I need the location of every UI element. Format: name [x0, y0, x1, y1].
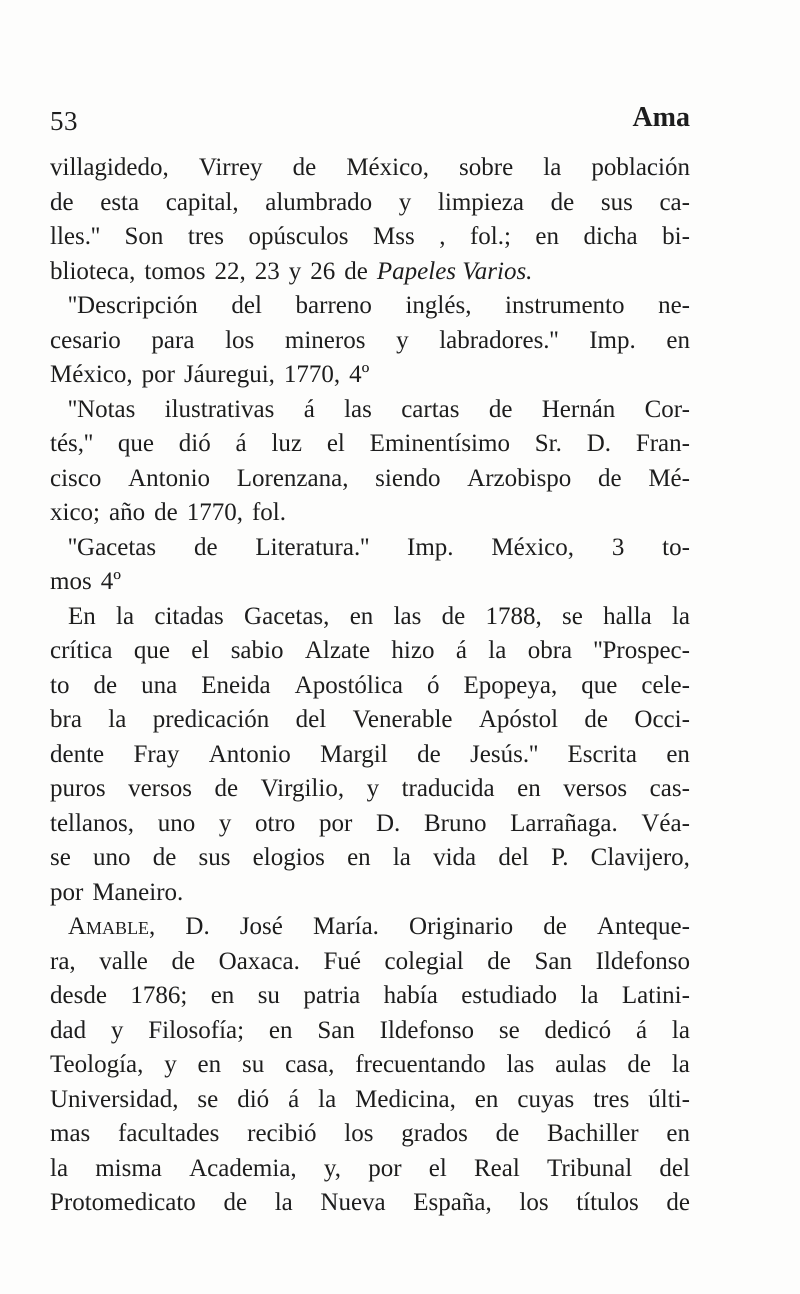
- word: de: [344, 257, 368, 285]
- word: las: [344, 395, 372, 423]
- word: en: [517, 775, 541, 802]
- word: D.: [375, 809, 401, 837]
- word: Epopeya,: [463, 671, 558, 699]
- word: facultades: [118, 1120, 220, 1147]
- word: limpieza: [437, 188, 524, 216]
- word: labradores.'': [439, 326, 559, 354]
- text-line: [50, 703, 690, 738]
- word: instrumento: [505, 292, 625, 319]
- word: to: [50, 671, 70, 699]
- word: de: [584, 706, 609, 733]
- word: uno: [93, 844, 131, 871]
- text-line: [50, 151, 690, 186]
- word: 23: [254, 257, 280, 285]
- word: dedicó: [544, 1016, 612, 1044]
- word: villagidedo,: [50, 154, 169, 181]
- word: ''Gacetas: [68, 533, 157, 561]
- word: la: [108, 706, 127, 733]
- word: la: [671, 602, 690, 630]
- word: xico;: [50, 499, 100, 526]
- text-line: [50, 358, 690, 393]
- word: Ildefonso: [379, 1016, 475, 1044]
- text-line: [50, 979, 690, 1014]
- word: mineros: [284, 326, 366, 354]
- text-line: [50, 427, 690, 462]
- text-line: [50, 324, 690, 359]
- word: Apostólica: [294, 671, 403, 699]
- word: ó: [427, 671, 440, 699]
- running-head: [50, 102, 690, 146]
- word: uno: [157, 809, 196, 837]
- word: la: [543, 154, 562, 181]
- word: 4º: [349, 361, 370, 388]
- text-line: [50, 186, 690, 221]
- word: de: [495, 1120, 520, 1147]
- text-line: [50, 1048, 690, 1083]
- word: lles.'': [50, 223, 100, 250]
- word: una: [141, 671, 178, 699]
- word: para: [151, 326, 195, 354]
- running-head-word: Ama: [632, 102, 690, 133]
- text-line: [50, 807, 690, 842]
- word: en: [347, 844, 371, 871]
- word: en: [666, 326, 690, 354]
- word: D.: [185, 913, 210, 940]
- word: sobre: [459, 154, 514, 181]
- word: Sr.: [534, 430, 562, 457]
- word: Occi-: [634, 706, 690, 733]
- word: la: [392, 844, 411, 871]
- word: Universidad,: [50, 1085, 179, 1113]
- word: dad: [50, 1016, 87, 1044]
- word: D.: [586, 430, 611, 457]
- text-line: [50, 289, 690, 324]
- word: de: [223, 1189, 248, 1216]
- word: Teología,: [50, 1051, 144, 1078]
- text-line: [50, 910, 690, 945]
- text-line: [50, 565, 690, 600]
- word: del: [295, 706, 327, 733]
- text-line: [50, 738, 690, 773]
- word: ,: [439, 223, 446, 250]
- word: San: [317, 1016, 355, 1044]
- word: su: [257, 982, 280, 1009]
- word: del: [498, 844, 529, 871]
- text-line: [50, 945, 690, 980]
- word: siendo: [375, 464, 441, 492]
- word: Filosofía;: [148, 1016, 245, 1044]
- word: de: [193, 533, 218, 561]
- word: Medicina,: [355, 1085, 456, 1113]
- word: de: [50, 188, 74, 216]
- word: cas-: [649, 775, 690, 802]
- word: Margil: [320, 740, 388, 768]
- word: de: [152, 844, 177, 871]
- word: Fué: [323, 947, 361, 975]
- word: por: [50, 878, 84, 906]
- word: de: [171, 947, 196, 975]
- word: en: [210, 982, 235, 1009]
- word: la: [580, 982, 599, 1009]
- page-number: 53: [50, 106, 78, 136]
- word: sus: [600, 188, 633, 216]
- word: Oaxaca.: [218, 947, 300, 975]
- word: Bruno: [423, 809, 487, 837]
- word: las: [393, 602, 422, 630]
- word: España,: [413, 1189, 492, 1216]
- word: la: [274, 1189, 293, 1216]
- word: estudiado: [461, 982, 558, 1009]
- word: población: [591, 154, 690, 181]
- text-line: [50, 1117, 690, 1152]
- word: y: [366, 775, 380, 802]
- word: Cor-: [644, 395, 690, 423]
- word: esta: [100, 188, 140, 216]
- word: Academia,: [189, 1154, 297, 1182]
- word: barreno: [295, 292, 372, 319]
- text-line: [50, 1014, 690, 1049]
- word: y: [110, 1016, 124, 1044]
- word: cisco: [50, 464, 102, 492]
- word: sabio: [230, 637, 284, 664]
- word: San: [534, 947, 572, 975]
- word: casa,: [285, 1051, 335, 1078]
- text-line: [50, 496, 690, 531]
- word: de: [417, 740, 441, 768]
- word: Literatura.'': [255, 533, 370, 561]
- word: en: [349, 602, 374, 630]
- word: patria: [303, 982, 361, 1009]
- word: Eneida: [201, 671, 271, 699]
- word: del: [659, 1154, 690, 1182]
- word: sus: [198, 844, 231, 871]
- word: fol.;: [469, 223, 511, 250]
- word: mos: [50, 568, 92, 595]
- word: 1770,: [186, 499, 243, 526]
- word: cartas: [401, 395, 460, 423]
- word: de: [292, 154, 317, 181]
- word: de: [543, 913, 567, 940]
- word: alumbrado: [265, 188, 373, 216]
- word: Larrañaga.: [510, 809, 618, 837]
- word: se: [197, 1085, 219, 1113]
- word: dicha: [583, 223, 638, 250]
- word: puros: [50, 775, 106, 802]
- word: P.: [551, 844, 569, 871]
- word: 1786;: [130, 982, 188, 1009]
- word: opúsculos: [248, 223, 349, 250]
- word: Apóstol: [478, 706, 559, 733]
- word: Papeles Varios.: [376, 257, 533, 285]
- word: frecuentando: [355, 1051, 486, 1078]
- word: citadas: [154, 602, 224, 630]
- word: México,: [346, 154, 429, 181]
- word: la: [488, 637, 507, 664]
- text-line: [50, 255, 690, 290]
- word: el: [326, 430, 345, 457]
- text-line: [50, 531, 690, 566]
- word: que: [581, 671, 618, 699]
- word: y: [288, 257, 302, 285]
- word: Virgilio,: [260, 775, 345, 802]
- word: Hernán: [541, 395, 616, 423]
- word: Arzobispo: [467, 464, 572, 492]
- word: la: [671, 1051, 690, 1078]
- word: á: [635, 1016, 648, 1044]
- word: 4º: [100, 568, 121, 595]
- word: Véa-: [641, 809, 690, 837]
- text-line: [50, 393, 690, 428]
- word: su: [242, 1051, 265, 1078]
- word: los: [519, 1189, 549, 1216]
- word: títulos: [576, 1189, 639, 1216]
- word: Venerable: [352, 706, 453, 733]
- word: mas: [50, 1120, 91, 1147]
- word: Fray: [133, 740, 180, 768]
- word: á: [235, 430, 247, 457]
- word: de: [550, 188, 575, 216]
- word: hizo: [391, 637, 435, 664]
- word: y: [398, 188, 412, 216]
- word: había: [383, 982, 438, 1009]
- word: Escrita: [567, 740, 637, 768]
- word: tés,'': [50, 430, 94, 457]
- text-line: [50, 600, 690, 635]
- text-line: [50, 876, 690, 911]
- word: vida: [433, 844, 477, 871]
- word: Lorenzana,: [236, 464, 349, 492]
- word: Protomedicato: [50, 1189, 196, 1216]
- word: fol.: [251, 499, 286, 526]
- word: en: [197, 1051, 222, 1078]
- word: por: [368, 1154, 402, 1182]
- word: en: [535, 223, 560, 250]
- word: de: [627, 1051, 651, 1078]
- word: á: [303, 395, 315, 423]
- word: to-: [662, 533, 690, 561]
- word: ca-: [659, 188, 690, 216]
- word: Alzate: [304, 637, 371, 664]
- word: ''Descripción: [68, 292, 198, 319]
- word: dente: [50, 740, 105, 768]
- word: crítica: [50, 637, 113, 664]
- text-line: [50, 772, 690, 807]
- word: Son: [124, 223, 164, 250]
- word: recibió: [247, 1120, 317, 1147]
- word: de: [441, 602, 466, 630]
- word: Mé-: [648, 464, 690, 492]
- word: se: [498, 1016, 520, 1044]
- word: Anteque-: [596, 913, 690, 940]
- word: cuyas: [517, 1085, 575, 1113]
- word: Virrey: [198, 154, 263, 181]
- text-line: [50, 669, 690, 704]
- word: de: [666, 1189, 690, 1216]
- word: blioteca,: [50, 257, 136, 285]
- word: la: [50, 1154, 69, 1182]
- word: Bachiller: [547, 1120, 639, 1147]
- word: Jáuregui,: [183, 361, 275, 388]
- word: otro: [255, 809, 296, 837]
- word: En: [68, 602, 96, 630]
- word: bra: [50, 706, 82, 733]
- word: la: [318, 1085, 337, 1113]
- word: de: [93, 671, 118, 699]
- word: predicación: [152, 706, 270, 733]
- word: del: [231, 292, 262, 319]
- word: ''Prospec-: [593, 637, 690, 664]
- word: México,: [491, 533, 575, 561]
- word: Imp.: [589, 326, 636, 354]
- word: Originario: [409, 913, 514, 940]
- word: aulas: [555, 1051, 607, 1078]
- word: de: [598, 464, 622, 492]
- word: valle: [99, 947, 148, 975]
- word: Clavijero,: [590, 844, 690, 871]
- word: el: [428, 1154, 447, 1182]
- word: cele-: [641, 671, 690, 699]
- word: de: [487, 947, 511, 975]
- word: 3: [611, 533, 625, 561]
- word: Nueva: [320, 1189, 386, 1216]
- word: cesario: [50, 326, 121, 354]
- text-line: [50, 1083, 690, 1118]
- word: Jesús.'': [470, 740, 539, 768]
- text-line: [50, 634, 690, 669]
- word: Latini-: [621, 982, 690, 1009]
- word: que: [133, 637, 170, 664]
- word: Antonio: [208, 740, 291, 768]
- word: tres: [593, 1085, 630, 1113]
- word: se: [50, 844, 71, 871]
- word: 1788,: [485, 602, 542, 630]
- word: José: [239, 913, 283, 940]
- word: tomos: [144, 257, 206, 285]
- word: Antonio: [128, 464, 211, 492]
- word: dió: [178, 430, 211, 457]
- word: ''Notas: [68, 395, 136, 423]
- word: la: [671, 1016, 690, 1044]
- text-line: [50, 220, 690, 255]
- word: las: [506, 1051, 535, 1078]
- word: inglés,: [405, 292, 472, 319]
- word: en: [474, 1085, 499, 1113]
- word: y: [164, 1051, 177, 1078]
- word: Real: [473, 1154, 520, 1182]
- word: en: [666, 1120, 690, 1147]
- word: grados: [401, 1120, 468, 1147]
- word: dió: [237, 1085, 270, 1113]
- text-line: [50, 462, 690, 497]
- word: Imp.: [407, 533, 454, 561]
- word: 26: [310, 257, 336, 285]
- word: Eminentísimo: [369, 430, 510, 457]
- word: Fran-: [635, 430, 690, 457]
- text-line: [50, 1186, 690, 1221]
- word: versos: [128, 775, 192, 802]
- word: los: [344, 1120, 374, 1147]
- word: de: [154, 499, 178, 526]
- word: María.: [312, 913, 379, 940]
- word: Amable,: [68, 913, 156, 940]
- word: elogios: [252, 844, 325, 871]
- word: 1770,: [283, 361, 341, 388]
- word: la: [116, 602, 135, 630]
- word: traducida: [401, 775, 495, 802]
- word: versos: [563, 775, 628, 802]
- word: ilustrativas: [164, 395, 275, 423]
- word: en: [268, 1016, 293, 1044]
- word: misma: [95, 1154, 162, 1182]
- word: y: [396, 326, 409, 354]
- word: Tribunal: [546, 1154, 633, 1182]
- word: año: [109, 499, 146, 526]
- word: por: [318, 809, 353, 837]
- text-line: [50, 841, 690, 876]
- word: luz: [271, 430, 302, 457]
- word: Mss: [373, 223, 415, 250]
- word: halla: [603, 602, 652, 630]
- word: y: [218, 809, 232, 837]
- word: Gacetas,: [244, 602, 330, 630]
- word: últi-: [648, 1085, 690, 1113]
- word: á: [455, 637, 467, 664]
- body-text: [50, 151, 690, 1221]
- word: tres: [187, 223, 224, 250]
- word: obra: [527, 637, 573, 664]
- word: de: [488, 395, 513, 423]
- word: tellanos,: [50, 809, 135, 837]
- text-line: [50, 1152, 690, 1187]
- word: y,: [323, 1154, 342, 1182]
- word: de: [214, 775, 239, 802]
- word: á: [288, 1085, 300, 1113]
- word: ra,: [50, 947, 76, 975]
- word: los: [225, 326, 255, 354]
- word: Ildefonso: [595, 947, 690, 975]
- word: en: [666, 740, 690, 768]
- word: que: [117, 430, 154, 457]
- word: colegial: [384, 947, 464, 975]
- word: por: [141, 361, 175, 388]
- word: capital,: [165, 188, 239, 216]
- word: Maneiro.: [92, 878, 184, 906]
- word: bi-: [662, 223, 690, 250]
- word: el: [191, 637, 210, 664]
- word: se: [562, 602, 583, 630]
- word: desde: [50, 982, 107, 1009]
- word: ne-: [658, 292, 690, 319]
- word: México,: [50, 361, 133, 388]
- word: 22,: [214, 257, 246, 285]
